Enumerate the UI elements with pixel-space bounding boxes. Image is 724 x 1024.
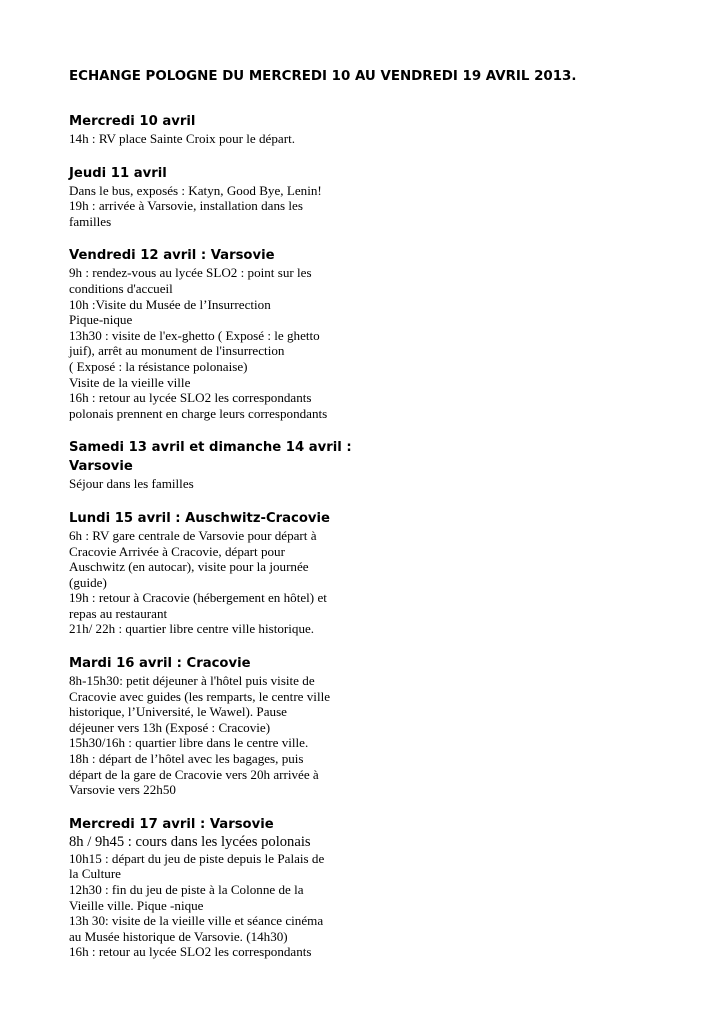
day-line: (guide) [69, 574, 107, 590]
day-vendredi-12 [69, 246, 369, 421]
day-line: repas au restaurant [69, 605, 168, 621]
day-line: Visite de la vieille ville [69, 374, 191, 390]
day-line: 10h15 : départ du jeu de piste depuis le Palais de [69, 850, 325, 866]
day-samedi-dimanche [69, 438, 369, 492]
day-line: au Musée historique de Varsovie. (14h30) [69, 928, 288, 944]
day-heading: Mardi 16 avril : Cracovie [69, 656, 251, 672]
day-line: 13h30 : visite de l'ex-ghetto ( Exposé : le ghetto [69, 327, 320, 343]
day-line: 12h30 : fin du jeu de piste à la Colonne de la [69, 882, 304, 897]
day-heading: Lundi 15 avril : Auschwitz-Cracovie [69, 510, 330, 526]
day-line: 8h / 9h45 : cours dans les lycées polonais [69, 833, 311, 850]
day-line: Séjour dans les familles [69, 476, 194, 492]
day-line: 14h : RV place Sainte Croix pour le départ. [69, 131, 295, 146]
day-line: 9h : rendez-vous au lycée SLO2 : point sur les [69, 265, 312, 281]
day-heading: Mercredi 17 avril : Varsovie [69, 816, 274, 832]
day-line: Cracovie avec guides (les remparts, le centre ville [69, 688, 331, 704]
day-line: conditions d'accueil [69, 280, 173, 296]
day-line: Auschwitz (en autocar), visite pour la journée [69, 559, 309, 575]
day-lundi-15 [69, 509, 369, 637]
document-page [69, 68, 669, 977]
day-line: Vieille ville. Pique -nique [69, 897, 204, 913]
day-line: 16h : retour au lycée SLO2 les correspondants [69, 390, 312, 406]
day-line: 10h :Visite du Musée de l’Insurrection [69, 296, 271, 312]
day-line: 8h-15h30: petit déjeuner à l'hôtel puis visite de [69, 673, 315, 689]
day-line: 16h : retour au lycée SLO2 les correspondants [69, 944, 312, 960]
day-mardi-16 [69, 654, 369, 798]
day-line: 19h : arrivée à Varsovie, installation dans les [69, 198, 303, 214]
document-title: ECHANGE POLOGNE DU MERCREDI 10 AU VENDREDI 19 AVRIL 2013. [69, 69, 577, 84]
day-jeudi-11 [69, 164, 369, 230]
day-line: 19h : retour à Cracovie (hébergement en hôtel) et [69, 590, 327, 606]
day-line: Dans le bus, exposés : Katyn, Good Bye, Lenin! [69, 182, 322, 198]
day-mercredi-17 [69, 815, 369, 960]
day-line: Pique-nique [69, 312, 133, 328]
day-line: 13h 30: visite de la vieille ville et séance cinéma [69, 913, 324, 929]
day-line: 15h30/16h : quartier libre dans le centre ville. [69, 735, 309, 751]
day-heading: Vendredi 12 avril : Varsovie [69, 248, 275, 264]
day-line: 21h/ 22h : quartier libre centre ville historique. [69, 621, 315, 637]
day-line: ( Exposé : la résistance polonaise) [69, 358, 248, 374]
day-line: déjeuner vers 13h (Exposé : Cracovie) [69, 719, 271, 735]
day-line: 18h : départ de l’hôtel avec les bagages, puis [69, 751, 304, 767]
day-heading: Jeudi 11 avril [69, 165, 167, 181]
day-line: départ de la gare de Cracovie vers 20h arrivée à [69, 766, 319, 782]
day-mercredi-10 [69, 112, 369, 147]
day-line: polonais prennent en charge leurs correspondants [69, 405, 328, 421]
day-heading: Mercredi 10 avril [69, 114, 196, 129]
day-line: Varsovie vers 22h50 [69, 782, 176, 798]
day-heading: Samedi 13 avril et dimanche 14 avril : [69, 440, 352, 456]
day-line: familles [69, 213, 112, 229]
day-line: la Culture [69, 866, 121, 882]
day-line: 6h : RV gare centrale de Varsovie pour départ à [69, 527, 317, 543]
day-line: historique, l’Université, le Wawel). Pause [69, 704, 287, 720]
day-line: juif), arrêt au monument de l'insurrection [69, 343, 285, 359]
day-heading: Varsovie [69, 459, 133, 475]
day-line: Cracovie Arrivée à Cracovie, départ pour [69, 543, 285, 559]
